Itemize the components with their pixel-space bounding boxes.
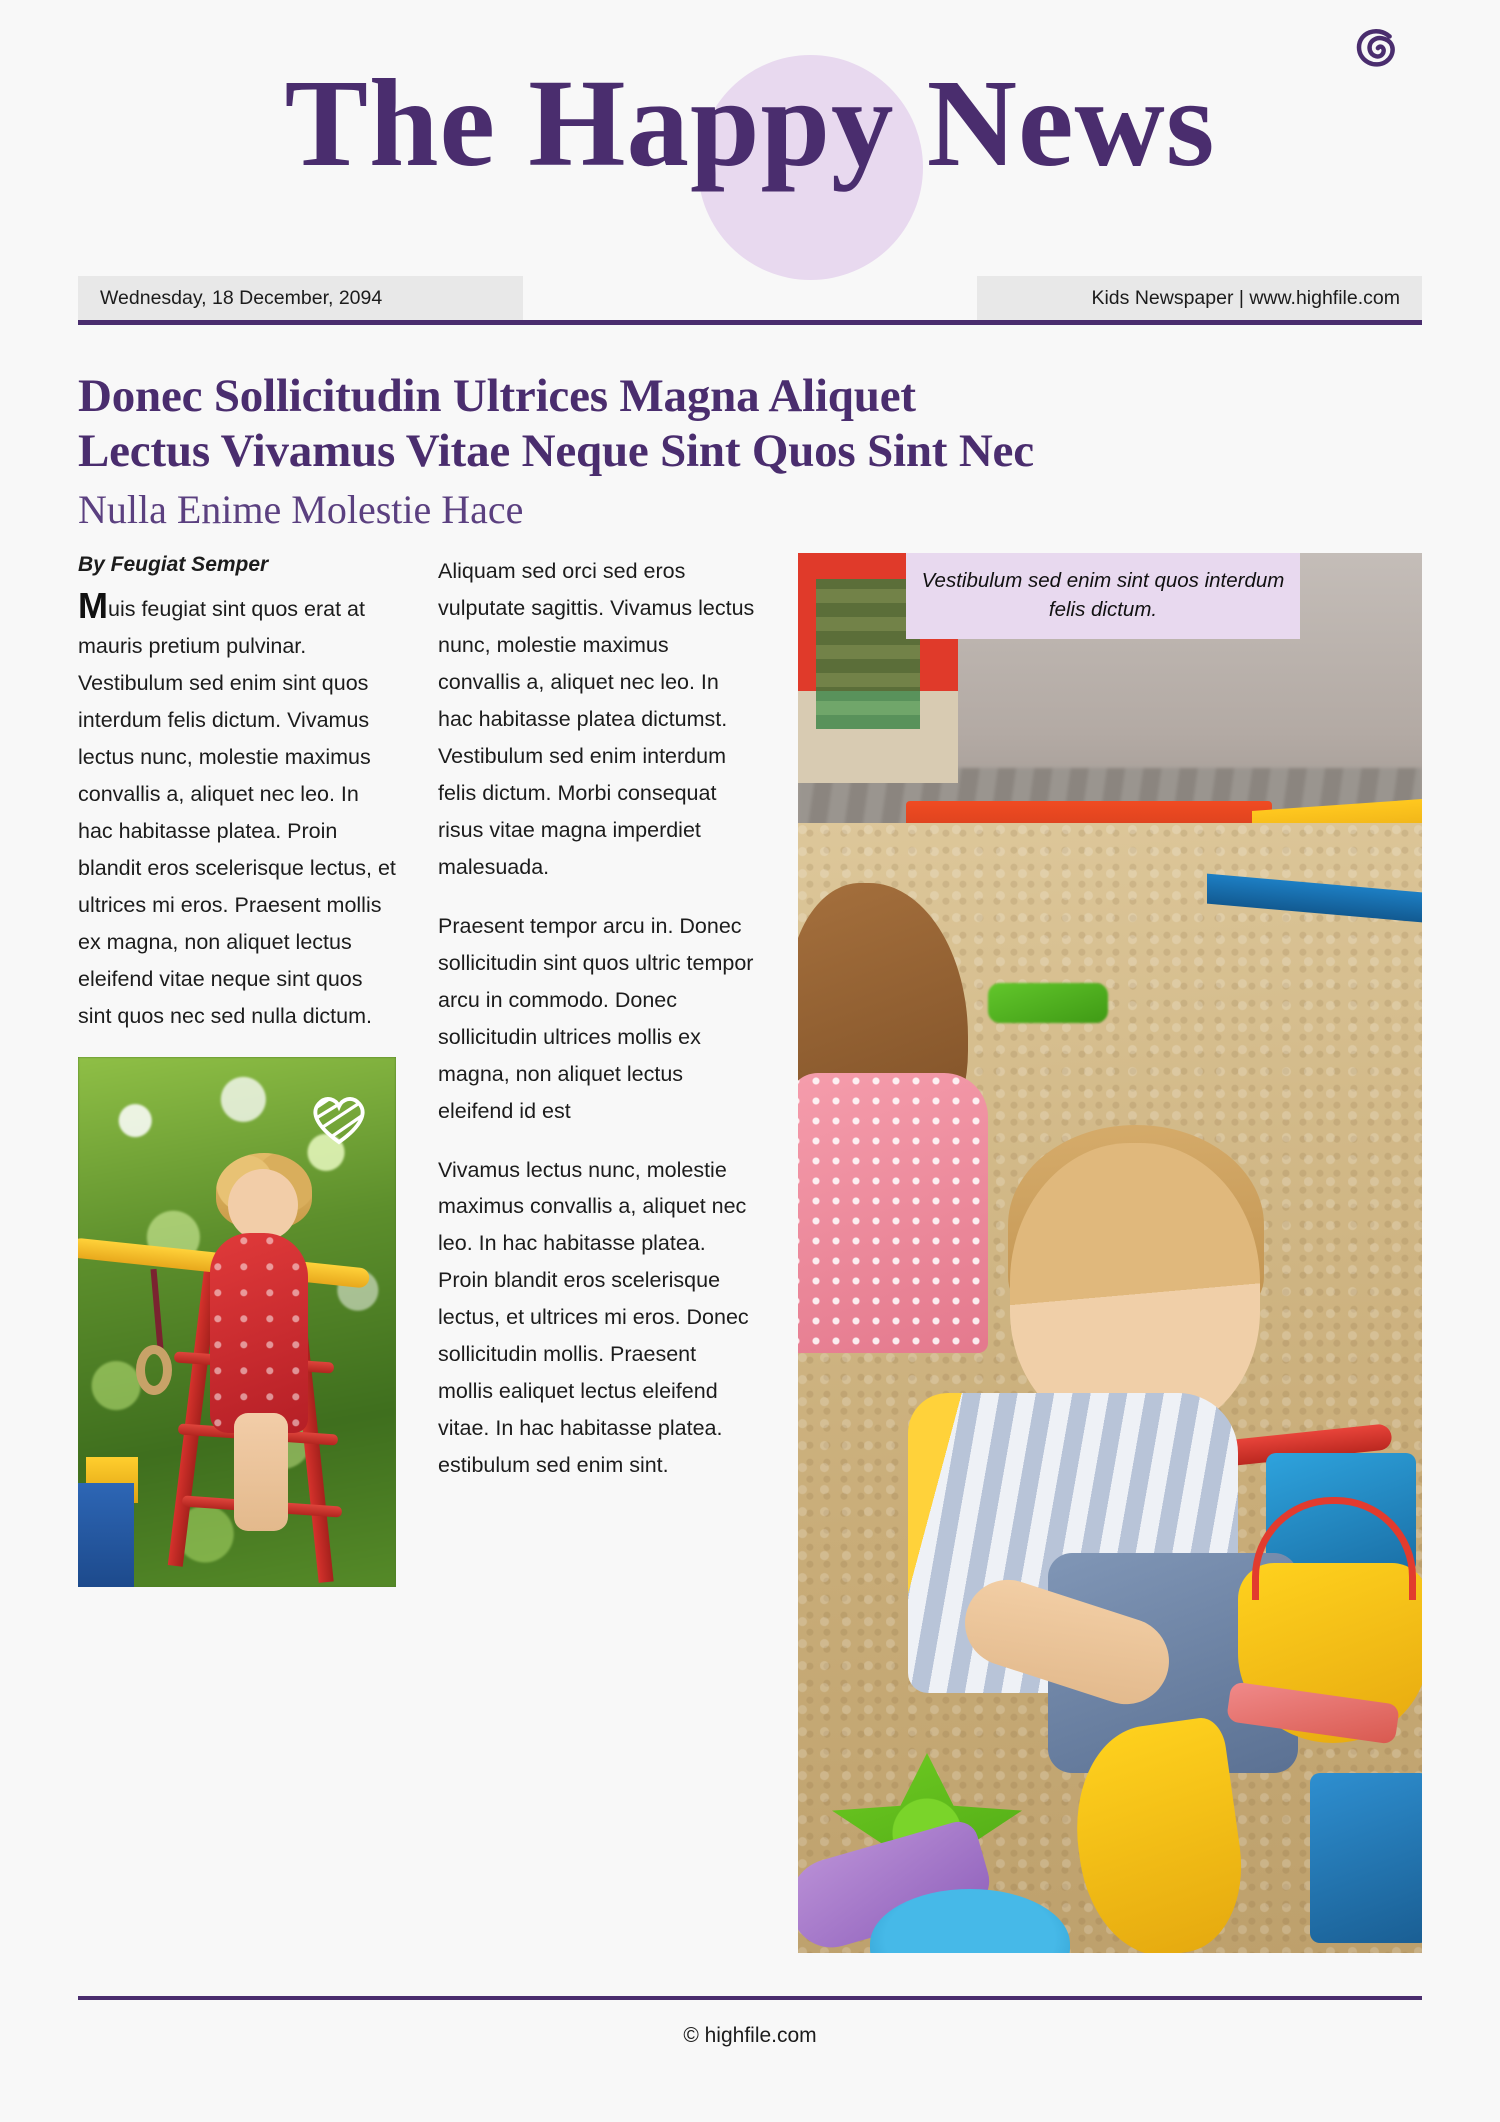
headline-line-2: Lectus Vivamus Vitae Neque Sint Quos Sint Nec [78, 424, 1034, 477]
column2-paragraph-3: Vivamus lectus nunc, molestie maximus convallis a, aliquet nec leo. In hac habitasse platea. Proin blandit eros scelerisque lectus, et ultrices mi eros. Donec sollicitudin mollis. Praesent mollis ealiquet lectus eleifend vitae. In hac habitasse platea. estibulum sed enim sint. [438, 1157, 749, 1478]
article-column-3 [798, 553, 1422, 1978]
publication-label: Kids Newspaper | www.highfile.com [977, 276, 1422, 320]
column2-paragraph-2: Praesent tempor arcu in. Donec sollicitudin sint quos ultric tempor arcu in commodo. Donec sollicitudin ultrices mollis ex magna, non aliquet lectus eleifend id est [438, 913, 754, 1123]
article-body [78, 553, 1422, 1978]
column2-paragraph-1: Aliquam sed orci sed eros vulputate sagittis. Vivamus lectus nunc, molestie maximus convallis a, aliquet nec leo. In hac habitasse platea dictumst. Vestibulum sed enim interdum felis dictum. Morbi consequat risus vitae magna imperdiet malesuada. [438, 558, 755, 879]
column1-paragraph-1-text: uis feugiat sint quos erat at mauris pretium pulvinar. Vestibulum sed enim sint quos interdum felis dictum. Vivamus lectus nunc, molestie maximus convallis a, aliquet nec leo. In hac habitasse platea. Proin blandit eros scelerisque lectus, et ultrices mi eros. Praesent mollis ex magna, non aliquet lectus eleifend vitae neque sint quos sint quos nec sed nulla dictum. [78, 596, 396, 1028]
date-label: Wednesday, 18 December, 2094 [78, 276, 523, 320]
page-title: The Happy News [284, 55, 1216, 193]
photo-children-sandbox [798, 553, 1422, 1953]
drop-cap: M [78, 584, 108, 626]
byline: By Feugiat Semper [78, 552, 269, 576]
article-column-1 [78, 553, 438, 1978]
header-divider [78, 320, 1422, 325]
footer-copyright: © highfile.com [683, 2023, 817, 2047]
datebar [78, 276, 1422, 320]
photo-caption: Vestibulum sed enim sint quos interdum felis dictum. [906, 553, 1300, 639]
photo-girl-playground [78, 1057, 396, 1587]
masthead [78, 0, 1422, 270]
spiral-icon [1350, 22, 1404, 76]
article-column-2 [438, 553, 798, 1978]
column1-paragraph-1 [78, 584, 396, 1035]
heart-icon [310, 1093, 368, 1145]
headline-line-1: Donec Sollicitudin Ultrices Magna Aliquet [78, 370, 916, 422]
headline-block [78, 369, 1422, 535]
subheadline: Nulla Enime Molestie Hace [78, 486, 524, 532]
